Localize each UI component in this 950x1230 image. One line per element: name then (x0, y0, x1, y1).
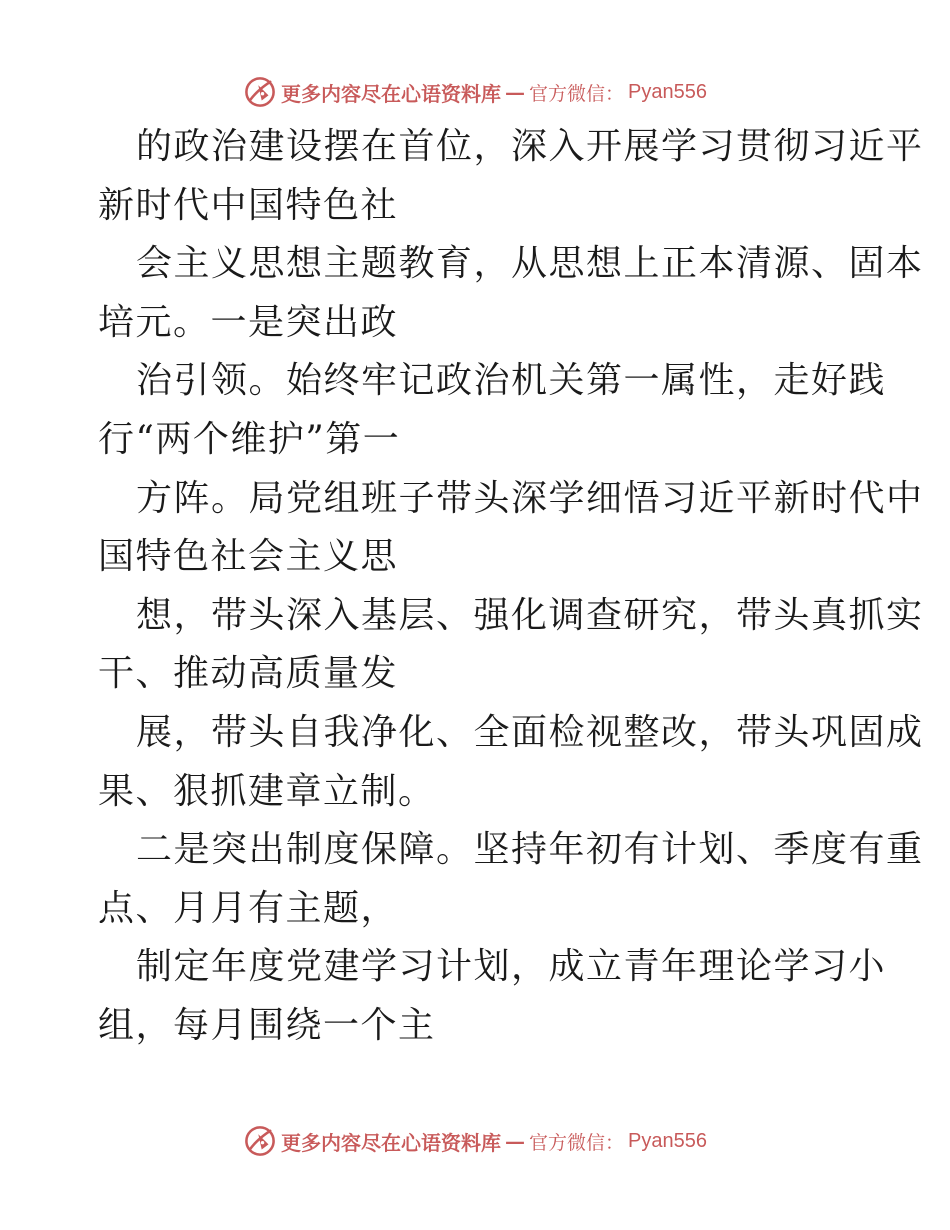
body-text-line: 行“两个维护”第一 (98, 418, 401, 460)
body-text-line: 二是突出制度保障。坚持年初有计划、季度有重 (136, 829, 924, 871)
body-text-line: 展，带头自我净化、全面检视整改，带头巩固成 (136, 711, 924, 753)
body-text-line: 培元。一是突出政 (98, 301, 399, 343)
body-text-line: 会主义思想主题教育，从思想上正本清源、固本 (136, 243, 924, 285)
document-body (98, 118, 924, 1056)
header-wechat-label: 官方微信： (529, 82, 625, 105)
header-banner (0, 72, 950, 112)
footer-wechat-label: 官方微信： (529, 1131, 625, 1154)
body-text-line: 果、狠抓建章立制。 (98, 770, 436, 812)
body-text-line: 点、月月有主题， (98, 887, 399, 929)
body-text-line: 国特色社会主义思 (98, 536, 399, 578)
body-text-line: 组，每月围绕一个主 (98, 1004, 436, 1046)
header-wechat-id: Pyan556 (628, 80, 707, 103)
body-text-line: 制定年度党建学习计划，成立青年理论学习小 (136, 946, 887, 988)
footer-site-text: 更多内容尽在心语资料库 (281, 1130, 501, 1155)
footer-wechat-id: Pyan556 (628, 1129, 707, 1152)
pen-nib-logo-icon (243, 75, 277, 109)
footer-separator: — (505, 1129, 525, 1153)
body-text-line: 干、推动高质量发 (98, 653, 399, 695)
header-separator: — (505, 80, 525, 104)
body-text-line: 想，带头深入基层、强化调查研究，带头真抓实 (136, 594, 924, 636)
body-text-line: 新时代中国特色社 (98, 184, 399, 226)
header-site-text: 更多内容尽在心语资料库 (281, 81, 501, 106)
body-text-line: 方阵。局党组班子带头深学细悟习近平新时代中 (136, 477, 924, 519)
body-text-line: 治引领。始终牢记政治机关第一属性，走好践 (136, 360, 887, 402)
body-text-line: 的政治建设摆在首位，深入开展学习贯彻习近平 (136, 126, 924, 167)
footer-banner (0, 1121, 950, 1161)
pen-nib-logo-icon (243, 1124, 277, 1158)
